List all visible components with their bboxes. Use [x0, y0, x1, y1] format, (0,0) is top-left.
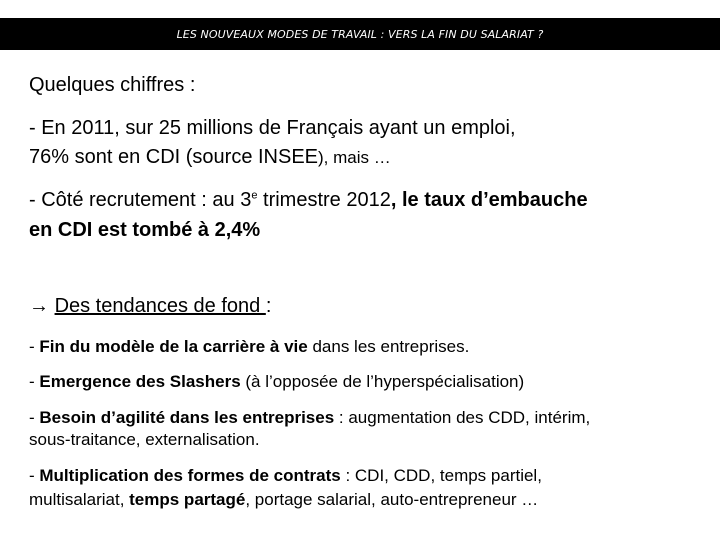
item-rest: : CDI, CDD, temps partiel,	[340, 466, 542, 485]
item-rest: , portage salarial, auto-entrepreneur …	[245, 490, 539, 509]
stat-text: - Côté recrutement : au 3	[29, 189, 252, 211]
stat-text-small: ), mais …	[318, 148, 391, 167]
stat-text: 76% sont en CDI (source INSEE	[29, 146, 319, 168]
title-bar	[0, 18, 720, 50]
stat-text: trimestre 2012	[257, 189, 391, 211]
item-bold: Besoin d’agilité dans les entreprises	[39, 408, 335, 427]
heading-colon: :	[265, 295, 272, 317]
list-item-continued	[29, 490, 538, 510]
item-rest: sous-traitance, externalisation.	[29, 430, 260, 449]
slide-title: LES NOUVEAUX MODES DE TRAVAIL : VERS LA FIN DU SALARIAT ?	[176, 27, 544, 41]
item-bold: Multiplication des formes de contrats	[39, 466, 341, 485]
item-rest: (à l’opposée de l’hyperspécialisation)	[240, 372, 525, 391]
heading-text: Des tendances de fond	[54, 295, 266, 317]
list-item	[29, 408, 590, 428]
bullet-dash: -	[29, 408, 40, 427]
bullet-dash: -	[29, 466, 40, 485]
stat-text-bold: , le taux d’embauche	[390, 189, 588, 211]
item-bold: Emergence des Slashers	[39, 372, 241, 391]
bullet-dash: -	[29, 337, 40, 356]
item-bold: temps partagé	[129, 490, 246, 509]
list-item	[29, 337, 469, 357]
stat-text-bold: en CDI est tombé à 2,4%	[29, 219, 261, 241]
list-item	[29, 466, 542, 486]
item-rest: : augmentation des CDD, intérim,	[334, 408, 591, 427]
list-item	[29, 372, 524, 392]
stat-line-4	[29, 219, 260, 242]
bullet-dash: -	[29, 372, 40, 391]
section-heading-chiffres	[29, 74, 195, 97]
stat-line-2	[29, 146, 391, 169]
heading-colon: :	[184, 74, 196, 96]
stat-line-3	[29, 189, 588, 212]
heading-text: Quelques chiffres	[29, 74, 185, 96]
stat-line-1	[29, 117, 516, 140]
list-item-continued	[29, 430, 260, 450]
superscript: e	[251, 189, 258, 202]
item-bold: Fin du modèle de la carrière à vie	[39, 337, 308, 356]
item-rest: multisalariat,	[29, 490, 130, 509]
item-rest: dans les entreprises.	[307, 337, 470, 356]
stat-text: - En 2011, sur 25 millions de Français ayant un emploi,	[29, 117, 516, 139]
section-heading-tendances	[29, 295, 271, 318]
arrow-icon: →	[29, 295, 49, 317]
